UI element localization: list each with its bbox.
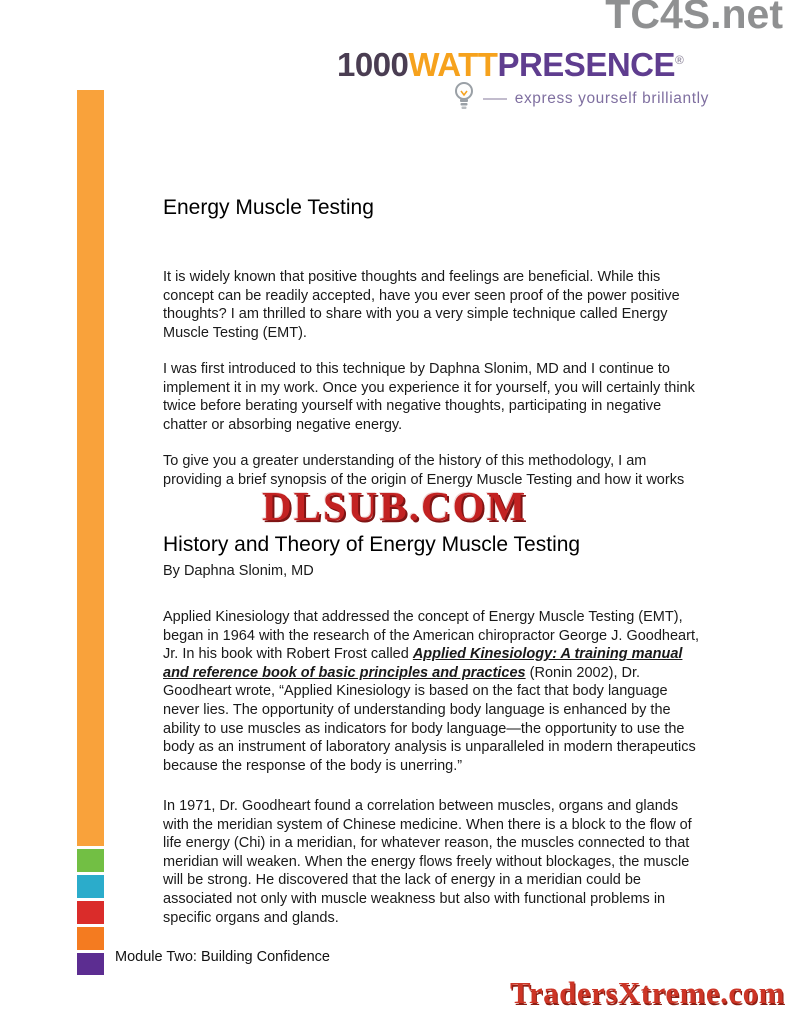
module-footer: Module Two: Building Confidence <box>115 949 330 965</box>
sidebar <box>77 90 104 975</box>
tradersxtreme-watermark: TradersXtreme.com <box>509 975 785 1010</box>
history-p1-before: Applied Kinesiology that addressed the concept of Energy Muscle Testing (EMT), began in 1964 with the research of the American chiropractor George J. Goodheart, Jr. In his book with Robert Frost called <box>163 609 700 663</box>
history-paragraph-2: In 1971, Dr. Goodheart found a correlation between muscles, organs and glands with the meridian system of Chinese medicine. When there is a block to the flow of life energy (Chi) in a meridian, for whatever reason, the muscles connected to that meridian will weaken. When the energy flows freely without blockages, the muscle will be strong. He discovered that the lack of energy in a meridian could be associated not only with muscle weakness but also with functional problems in specific organs and glands. <box>163 798 692 926</box>
lightbulb-icon <box>453 81 475 116</box>
page-title: Energy Muscle Testing <box>163 196 374 219</box>
logo-tagline-row <box>337 81 709 116</box>
tc4s-watermark: TC4S.net <box>605 0 783 37</box>
logo-wordmark <box>337 42 709 83</box>
byline: By Daphna Slonim, MD <box>163 563 314 579</box>
intro-paragraph-1: It is widely known that positive thoughts and feelings are beneficial. While this concept can be readily accepted, have you ever seen proof of the power positive thoughts? I am thrilled to share with you a very simple technique called Energy Muscle Testing (EMT). <box>163 269 680 341</box>
book-title-reference: Applied Kinesiology: A training manual and reference book of basic principles and practices <box>163 646 683 681</box>
intro-paragraph-2: I was first introduced to this technique by Daphna Slonim, MD and I continue to implement it in my work. Once you experience it for yourself, you will certainly think twice before berating yourself with negative thoughts, participating in negative chatter or absorbing negative energy. <box>163 361 695 433</box>
logo-word-watt: WATT <box>408 46 498 83</box>
logo-word-presence: PRESENCE <box>497 46 676 83</box>
sidebar-segment-purple <box>77 953 104 975</box>
intro-paragraph-3: To give you a greater understanding of the history of this methodology, I am providing a brief synopsis of the origin of Energy Muscle Testing and how it works <box>163 453 685 488</box>
logo-1000watt-presence <box>337 42 709 116</box>
sidebar-segment-orange <box>77 927 104 950</box>
dlsub-watermark: DLSUB.COM <box>262 483 528 529</box>
sidebar-segment-teal <box>77 875 104 898</box>
sidebar-segment-green <box>77 849 104 872</box>
sidebar-segment-red <box>77 901 104 924</box>
logo-word-1000: 1000 <box>337 46 409 83</box>
registered-mark: ® <box>675 53 684 67</box>
section-heading: History and Theory of Energy Muscle Testing <box>163 533 581 556</box>
tagline-rule <box>483 98 507 100</box>
logo-tagline: express yourself brilliantly <box>514 89 709 107</box>
history-p1-after: (Ronin 2002), Dr. Goodheart wrote, “Applied Kinesiology is based on the fact that body language never lies. The opportunity of understanding body language is enhanced by the ability to use muscles as indicators for body language—the opportunity to use the body as an instrument of laboratory analysis is unparalleled in modern therapeutics because the response of the body is unerring.” <box>163 664 696 774</box>
history-paragraph-1 <box>163 608 703 775</box>
sidebar-segment-orange-main <box>77 90 104 846</box>
